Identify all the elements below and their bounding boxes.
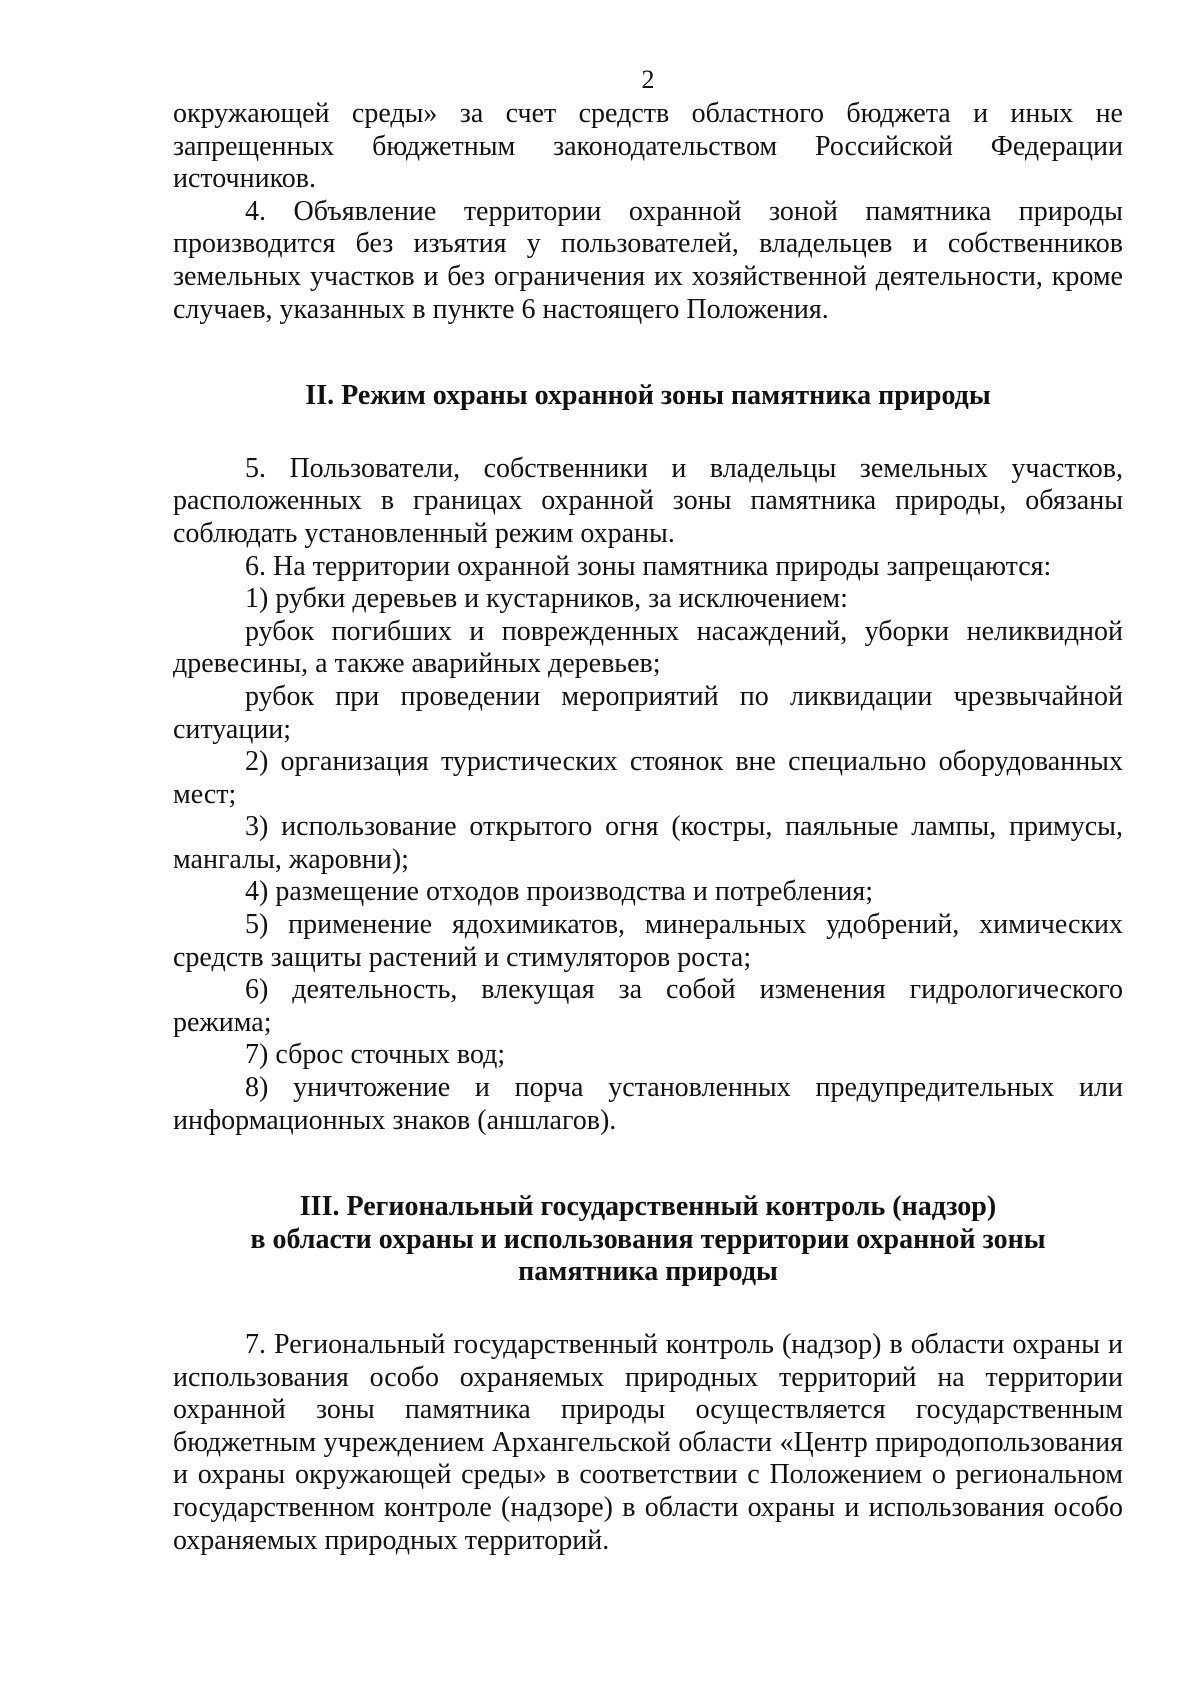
list-item-6-7: 7) сброс сточных вод; xyxy=(245,1039,506,1071)
section-heading-3 xyxy=(173,1191,1123,1289)
paragraph-4: 4. Объявление территории охранной зоной памятника природы производится без изъятия у пользователей, владельцев и собственников земельных участков и без ограничения их хозяйственной деятельности, кроме случаев, указанных в пункте 6 настоящего Положения. xyxy=(173,195,1123,325)
page-number: 2 xyxy=(641,65,655,94)
paragraph-6: 6. На территории охранной зоны памятника природы запрещаются: xyxy=(245,550,1052,582)
section-heading-3-line-1: III. Региональный государственный контроль (надзор) xyxy=(299,1191,997,1223)
list-item-6-8: 8) уничтожение и порча установленных предупредительных или информационных знаков (аншлагов). xyxy=(173,1072,1123,1136)
paragraph-5: 5. Пользователи, собственники и владельцы земельных участков, расположенных в границах охранной зоны памятника природы, обязаны соблюдать установленный режим охраны. xyxy=(173,452,1123,549)
list-subitem-6-1-b: рубок при проведении мероприятий по ликвидации чрезвычайной ситуации; xyxy=(173,680,1123,745)
list-item-6-4: 4) размещение отходов производства и потребления; xyxy=(245,876,874,908)
paragraph-7: 7. Региональный государственный контроль (надзор) в области охраны и использования особо охраняемых природных территорий на территории охранной зоны памятника природы осуществляется государственным бюджетным учреждением Архангельской области «Центр природопользования и охраны окружающей среды» в соответствии с Положением о региональном государственном контроле (надзоре) в области охраны и использования особо охраняемых природных территорий. xyxy=(173,1329,1123,1556)
list-item-6-2: 2) организация туристических стоянок вне специально оборудованных мест; xyxy=(173,746,1123,810)
list-item-6-3: 3) использование открытого огня (костры, паяльные лампы, примусы, мангалы, жаровни); xyxy=(173,811,1123,875)
list-item-6-6: 6) деятельность, влекущая за собой изменения гидрологического режима; xyxy=(173,974,1123,1038)
list-item-6-5: 5) применение ядохимикатов, минеральных удобрений, химических средств защиты растений и стимуляторов роста; xyxy=(173,909,1123,973)
section-heading-3-line-3: памятника природы xyxy=(518,1256,778,1288)
paragraph-continuation: окружающей среды» за счет средств областного бюджета и иных не запрещенных бюджетным законодательством Российской Федерации источников. xyxy=(173,98,1123,195)
section-heading-2 xyxy=(173,380,1123,413)
list-subitem-6-1-a: рубок погибших и поврежденных насаждений, уборки неликвидной древесины, а также аварийных деревьев; xyxy=(173,615,1123,680)
section-heading-3-line-2: в области охраны и использования территории охранной зоны xyxy=(250,1223,1046,1255)
list-item-6-1: 1) рубки деревьев и кустарников, за исключением: xyxy=(245,583,848,615)
section-heading-2-text: II. Режим охраны охранной зоны памятника природы xyxy=(305,380,991,412)
document-page xyxy=(173,64,1123,1557)
